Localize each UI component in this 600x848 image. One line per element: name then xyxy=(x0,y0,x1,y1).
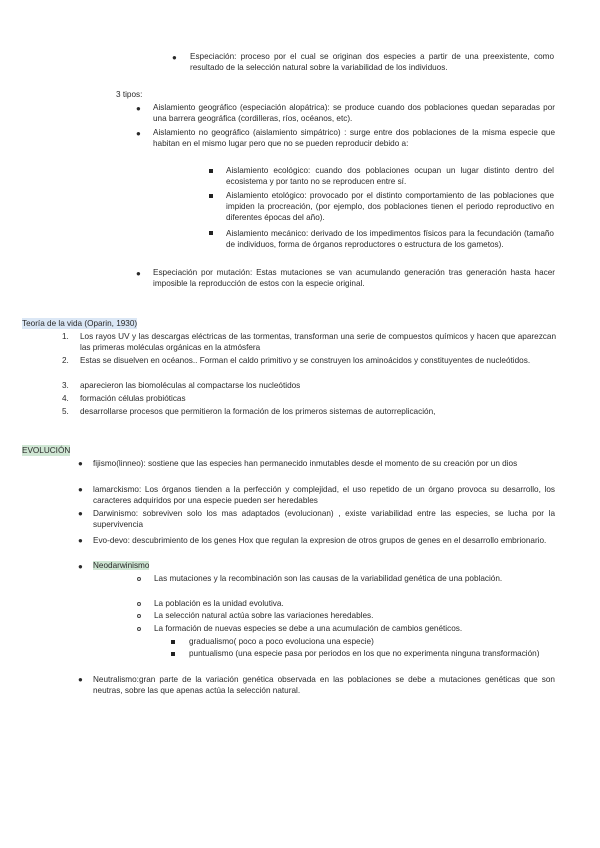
evolucion-fijismo: fijismo(linneo): sostiene que las especies han permanecido inmutables desde el momento de su creación por un dios xyxy=(93,459,518,468)
bullet-icon: ● xyxy=(78,459,83,468)
tipos-label: 3 tipos: xyxy=(116,90,143,99)
evolucion-neutralismo: Neutralismo:gran parte de la variación genética observada en las poblaciones se debe a mutaciones genéticas que son neutras, sobre las que apenas actúa la selección natural. xyxy=(93,675,555,695)
bullet-icon: ● xyxy=(78,675,83,684)
square-bullet-icon xyxy=(171,652,175,656)
bullet-icon: ● xyxy=(136,269,141,278)
circle-bullet-icon xyxy=(137,614,141,618)
square-bullet-icon xyxy=(209,194,213,198)
bullet-icon: ● xyxy=(136,129,141,138)
neodarwinismo-point: La selección natural actúa sobre las variaciones heredables. xyxy=(154,611,374,620)
subtipo-etologico: Aislamiento etológico: provocado por el distinto comportamiento de las poblaciones que impiden la procreación, (por ejemplo, dos poblaciones tienen el periodo reproductivo en diferentes épocas del año). xyxy=(226,191,554,222)
teoria-item: Estas se disuelven en océanos.. Forman el caldo primitivo y se construyen los aminoácidos y constituyentes de nucleótidos. xyxy=(80,356,531,365)
list-number: 2. xyxy=(62,356,69,365)
square-bullet-icon xyxy=(171,640,175,644)
evolucion-heading: EVOLUCIÓN xyxy=(22,446,71,455)
teoria-item: formación células probióticas xyxy=(80,394,186,403)
teoria-heading: Teoría de la vida (Oparin, 1930) xyxy=(22,319,138,328)
especiacion-definition: Especiación: proceso por el cual se originan dos especies a partir de una preexistente, como resultado de la selección natural sobre la variabilidad de los individuos. xyxy=(190,52,554,72)
neodarwinismo-point: Las mutaciones y la recombinación son las causas de la variabilidad genética de una población. xyxy=(154,574,503,583)
subtipo-mecanico: Aislamiento mecánico: derivado de los impedimentos físicos para la fecundación (tamaño de individuos, forma de órganos reproductores o estructura de los gametos). xyxy=(226,229,554,249)
subtipo-ecologico: Aislamiento ecológico: cuando dos poblaciones ocupan un lugar distinto dentro del ecosistema y por tanto no se reproducen entre sí. xyxy=(226,166,554,186)
evolucion-evo-devo: Evo-devo: descubrimiento de los genes Hox que regulan la expresion de otros grupos de genes en el desarrollo embrionario. xyxy=(93,536,547,545)
bullet-icon: ● xyxy=(78,562,83,571)
evolucion-lamarckismo: lamarckismo: Los órganos tienden a la perfección y complejidad, el uso repetido de un órgano provoca su desarrollo, los caracteres adquiridos por una especie pueden ser heredables xyxy=(93,485,555,505)
list-number: 4. xyxy=(62,394,69,403)
teoria-item: aparecieron las biomoléculas al compactarse los nucleótidos xyxy=(80,381,301,390)
neodarwinismo-point: La población es la unidad evolutiva. xyxy=(154,599,284,608)
bullet-icon: ● xyxy=(136,104,141,113)
circle-bullet-icon xyxy=(137,602,141,606)
teoria-item: desarrollarse procesos que permitieron la formación de los primeros sistemas de autorreplicación, xyxy=(80,407,436,416)
modo-gradualismo: gradualismo( poco a poco evoluciona una especie) xyxy=(189,637,374,646)
neodarwinismo-point: La formación de nuevas especies se debe a una acumulación de cambios genéticos. xyxy=(154,624,463,633)
list-number: 3. xyxy=(62,381,69,390)
bullet-icon: ● xyxy=(78,509,83,518)
bullet-icon: ● xyxy=(172,53,177,62)
tipo-aislamiento-no-geografico: Aislamiento no geográfico (aislamiento simpátrico) : surge entre dos poblaciones de la misma especie que habitan en el mismo lugar pero que no se pueden reproducir debido a: xyxy=(153,128,555,148)
tipo-aislamiento-geografico: Aislamiento geográfico (especiación alopátrica): se produce cuando dos poblaciones quedan separadas por una barrera geográfica (cordilleras, ríos, océanos, etc). xyxy=(153,103,555,123)
neodarwinismo-label: Neodarwinismo xyxy=(93,561,150,570)
circle-bullet-icon xyxy=(137,627,141,631)
square-bullet-icon xyxy=(209,231,213,235)
evolucion-darwinismo: Darwinismo: sobreviven solo los mas adaptados (evolucionan) , existe variabilidad entre las especies, se lucha por la supervivencia xyxy=(93,509,555,529)
modo-puntualismo: puntualismo (una especie pasa por periodos en los que no experimenta ninguna transformación) xyxy=(189,649,540,658)
neodarwinismo-row xyxy=(93,560,293,571)
list-number: 1. xyxy=(62,332,69,341)
bullet-icon: ● xyxy=(78,536,83,545)
square-bullet-icon xyxy=(209,169,213,173)
teoria-item: Los rayos UV y las descargas eléctricas de las tormentas, transforman una serie de compuestos químicos y hacen que aparezcan las primeras moléculas orgánicas en la atmósfera xyxy=(80,332,556,352)
tipo-especiacion-mutacion: Especiación por mutación: Estas mutaciones se van acumulando generación tras generación hasta hacer imposible la reproducción de estos con la especie original. xyxy=(153,268,555,288)
bullet-icon: ● xyxy=(78,485,83,494)
list-number: 5. xyxy=(62,407,69,416)
circle-bullet-icon xyxy=(137,577,141,581)
